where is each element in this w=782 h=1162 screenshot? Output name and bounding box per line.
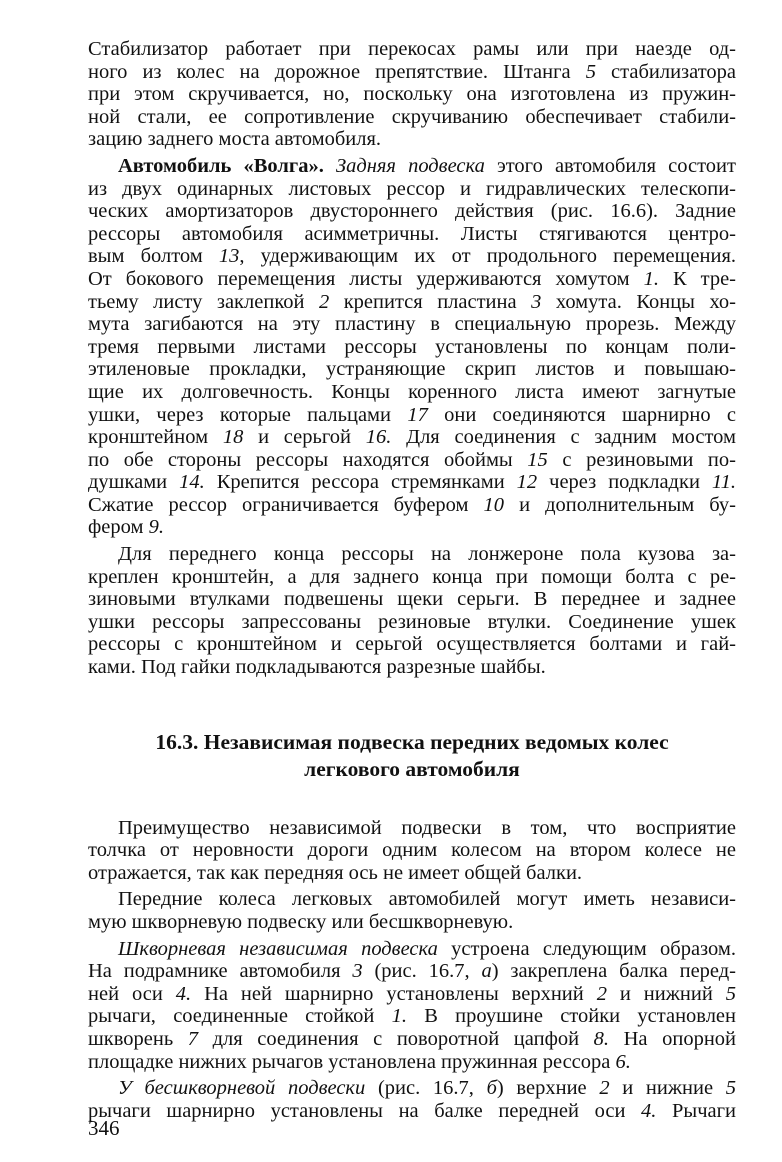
- text-line: ками. Под гайки подкладываются разрезные шайбы.: [88, 656, 546, 679]
- text-line: Сжатие рессор ограничивается буфером 10 и дополнительным бу-: [88, 493, 736, 516]
- body-text-upper: [88, 38, 736, 679]
- text-line: этиленовые прокладки, устраняющие скрип листов и повышаю-: [88, 358, 736, 381]
- heading-line-1: 16.3. Независимая подвеска передних ведомых колес: [155, 729, 669, 754]
- text-line: зиновыми втулками подвешены щеки серьги. В переднее и заднее: [88, 588, 736, 611]
- text-line: рессоры автомобиля асимметричны. Листы стягиваются центро-: [88, 222, 736, 245]
- text-line: душками 14. Крепится рессора стремянками 12 через подкладки 11.: [88, 471, 736, 494]
- paragraph: [88, 38, 736, 151]
- paragraph: [88, 888, 736, 933]
- text-line: отражается, так как передняя ось не имеет общей балки.: [88, 861, 583, 884]
- heading-line-2: легкового автомобиля: [304, 756, 520, 781]
- text-line: ней оси 4. На ней шарнирно установлены верхний 2 и нижний 5: [88, 982, 736, 1005]
- text-line: ческих амортизаторов двустороннего действия (рис. 16.6). Задние: [88, 200, 736, 223]
- paragraph: [88, 155, 736, 539]
- paragraph: [88, 817, 736, 885]
- text-line: рычаги шарнирно установлены на балке передней оси 4. Рычаги: [88, 1099, 736, 1122]
- text-line: площадке нижних рычагов установлена пружинная рессора 6.: [88, 1050, 631, 1073]
- body-text-lower: [88, 817, 736, 1123]
- text-line: вым болтом 13, удерживающим их от продольного перемещения.: [88, 245, 736, 268]
- text-line: шкворень 7 для соединения с поворотной цапфой 8. На опорной: [88, 1027, 737, 1050]
- paragraph: [88, 1077, 736, 1122]
- text-line: щие их долговечность. Концы коренного листа имеют загнутые: [88, 380, 736, 403]
- text-line: рычаги, соединенные стойкой 1. В проушине стойки установлен: [88, 1005, 736, 1028]
- text-line: фером 9.: [88, 516, 164, 539]
- text-line: Шкворневая независимая подвеска устроена следующим образом.: [118, 937, 736, 960]
- text-line: мута загибаются на эту пластину в специальную прорезь. Между: [88, 313, 736, 336]
- page-number: 346: [88, 1116, 120, 1140]
- text-line: из двух одинарных листовых рессор и гидравлических телескопи-: [88, 177, 736, 200]
- text-line: ной стали, ее сопротивление скручиванию обеспечивает стабили-: [88, 105, 736, 128]
- text-line: На подрамнике автомобиля 3 (рис. 16.7, а) закреплена балка перед-: [88, 960, 736, 983]
- text-line: при этом скручивается, но, поскольку она изготовлена из пружин-: [88, 83, 736, 106]
- text-line: Стабилизатор работает при перекосах рамы или при наезде од-: [88, 38, 736, 60]
- text-line: От бокового перемещения листы удерживаются хомутом 1. К тре-: [88, 267, 736, 290]
- text-line: ушки рессоры запрессованы резиновые втулки. Соединение ушек: [88, 610, 736, 633]
- text-line: рессоры с кронштейном и серьгой осуществляется болтами и гай-: [88, 633, 736, 656]
- text-line: тьему листу заклепкой 2 крепится пластина 3 хомута. Концы хо-: [88, 290, 737, 313]
- paragraph: [88, 938, 736, 1074]
- text-line: зацию заднего моста автомобиля.: [88, 128, 382, 151]
- text-line: креплен кронштейн, а для заднего конца при помощи болта с ре-: [88, 565, 736, 588]
- text-line: Для переднего конца рессоры на лонжероне пола кузова за-: [118, 543, 736, 566]
- text-line: по обе стороны рессоры находятся обоймы 15 с резиновыми по-: [88, 448, 736, 471]
- text-line: Передние колеса легковых автомобилей могут иметь независи-: [118, 888, 736, 911]
- text-line: У бесшкворневой подвески (рис. 16.7, б) верхние 2 и нижние 5: [118, 1077, 737, 1100]
- text-line: тремя первыми листами рессоры установлены по концам поли-: [88, 335, 736, 358]
- text-line: толчка от неровности дороги одним колесом на втором колесе не: [88, 839, 736, 862]
- section-heading: [88, 729, 736, 783]
- paragraph: [88, 543, 736, 679]
- text-line: Автомобиль «Волга». Задняя подвеска этого автомобиля состоит: [118, 154, 736, 177]
- text-line: кронштейном 18 и серьгой 16. Для соединения с задним мостом: [88, 426, 737, 449]
- text-line: мую шкворневую подвеску или бесшкворневую.: [88, 911, 514, 933]
- page-text-block: [88, 38, 736, 1126]
- text-line: ного из колес на дорожное препятствие. Штанга 5 стабилизатора: [88, 60, 737, 83]
- text-line: Преимущество независимой подвески в том, что восприятие: [118, 816, 736, 839]
- text-line: ушки, через которые пальцами 17 они соединяются шарнирно с: [88, 403, 736, 426]
